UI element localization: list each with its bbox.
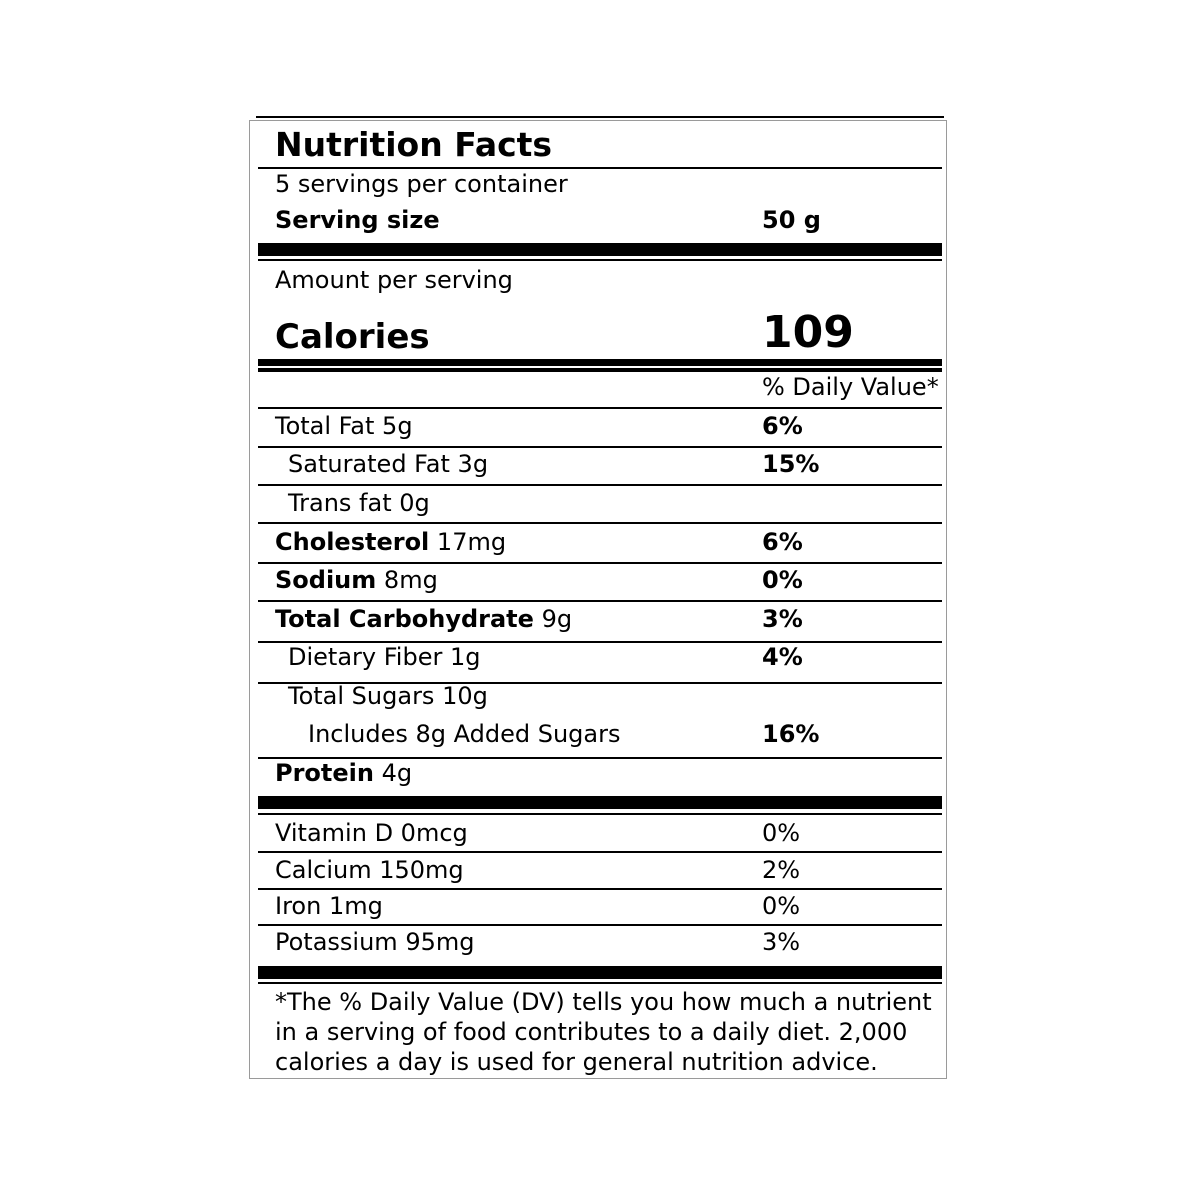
nutrient-name: Total Fat — [275, 412, 375, 440]
nutrient-name: Trans fat — [288, 489, 392, 517]
divider — [258, 982, 942, 984]
vitamin-dv: 2% — [762, 856, 801, 884]
nutrient-amount: 10g — [442, 682, 488, 710]
divider — [258, 446, 942, 448]
nutrient-dv: 16% — [762, 720, 820, 748]
calories-label: Calories — [275, 317, 430, 357]
nutrient-dv: 3% — [762, 605, 803, 633]
divider — [258, 813, 942, 815]
divider — [258, 851, 942, 853]
nutrient-dv: 6% — [762, 412, 803, 440]
vitamin-text: Iron 1mg — [275, 892, 383, 920]
top-rule — [256, 116, 944, 118]
divider — [258, 600, 942, 602]
nutrient-name: Dietary Fiber — [288, 643, 443, 671]
nutrient-dv: 6% — [762, 528, 803, 556]
vitamin-text: Potassium 95mg — [275, 928, 475, 956]
nutrition-facts-label — [249, 120, 947, 1079]
vitamin-text: Vitamin D 0mcg — [275, 819, 468, 847]
vitamin-dv: 0% — [762, 819, 801, 847]
thick-divider — [258, 243, 942, 256]
nutrient-name: Includes 8g Added Sugars — [308, 720, 621, 748]
vitamin-dv: 0% — [762, 892, 801, 920]
nutrient-dv: 15% — [762, 450, 820, 478]
nutrient-name: Sodium — [275, 566, 377, 594]
amount-per-serving: Amount per serving — [275, 266, 513, 294]
nutrient-amount: 1g — [449, 643, 481, 671]
divider — [258, 407, 942, 409]
nutrient-dv: 4% — [762, 643, 803, 671]
nutrient-name: Saturated Fat — [288, 450, 450, 478]
divider — [258, 522, 942, 524]
footnote: *The % Daily Value (DV) tells you how much a nutrient in a serving of food contributes to a daily diet. 2,000 calories a day is used for general nutrition advice. — [275, 988, 932, 1076]
nutrient-name: Protein — [275, 759, 374, 787]
divider — [258, 484, 942, 486]
nutrient-amount: 0g — [399, 489, 430, 517]
nutrient-name: Cholesterol — [275, 528, 430, 556]
nutrient-name: Total Carbohydrate — [275, 605, 534, 633]
label-title: Nutrition Facts — [275, 125, 553, 164]
calories-value: 109 — [762, 307, 854, 358]
divider — [258, 888, 942, 890]
nutrient-amount: 17mg — [436, 528, 507, 556]
calories-divider — [258, 359, 942, 366]
vitamin-text: Calcium 150mg — [275, 856, 464, 884]
nutrient-amount: 5g — [382, 412, 413, 440]
nutrient-amount: 9g — [541, 605, 573, 633]
nutrient-name: Total Sugars — [288, 682, 435, 710]
serving-size-label: Serving size — [275, 206, 440, 234]
divider — [258, 259, 942, 261]
vitamin-dv: 3% — [762, 928, 801, 956]
daily-value-header: % Daily Value* — [762, 373, 939, 401]
nutrient-amount: 4g — [381, 759, 413, 787]
serving-size-value: 50 g — [762, 206, 821, 234]
servings-per-container: 5 servings per container — [275, 170, 568, 198]
divider — [258, 924, 942, 926]
nutrient-amount: 3g — [457, 450, 489, 478]
nutrient-amount: 8mg — [383, 566, 438, 594]
thick-divider — [258, 796, 942, 809]
divider — [258, 562, 942, 564]
nutrient-dv: 0% — [762, 566, 803, 594]
thick-divider — [258, 966, 942, 979]
